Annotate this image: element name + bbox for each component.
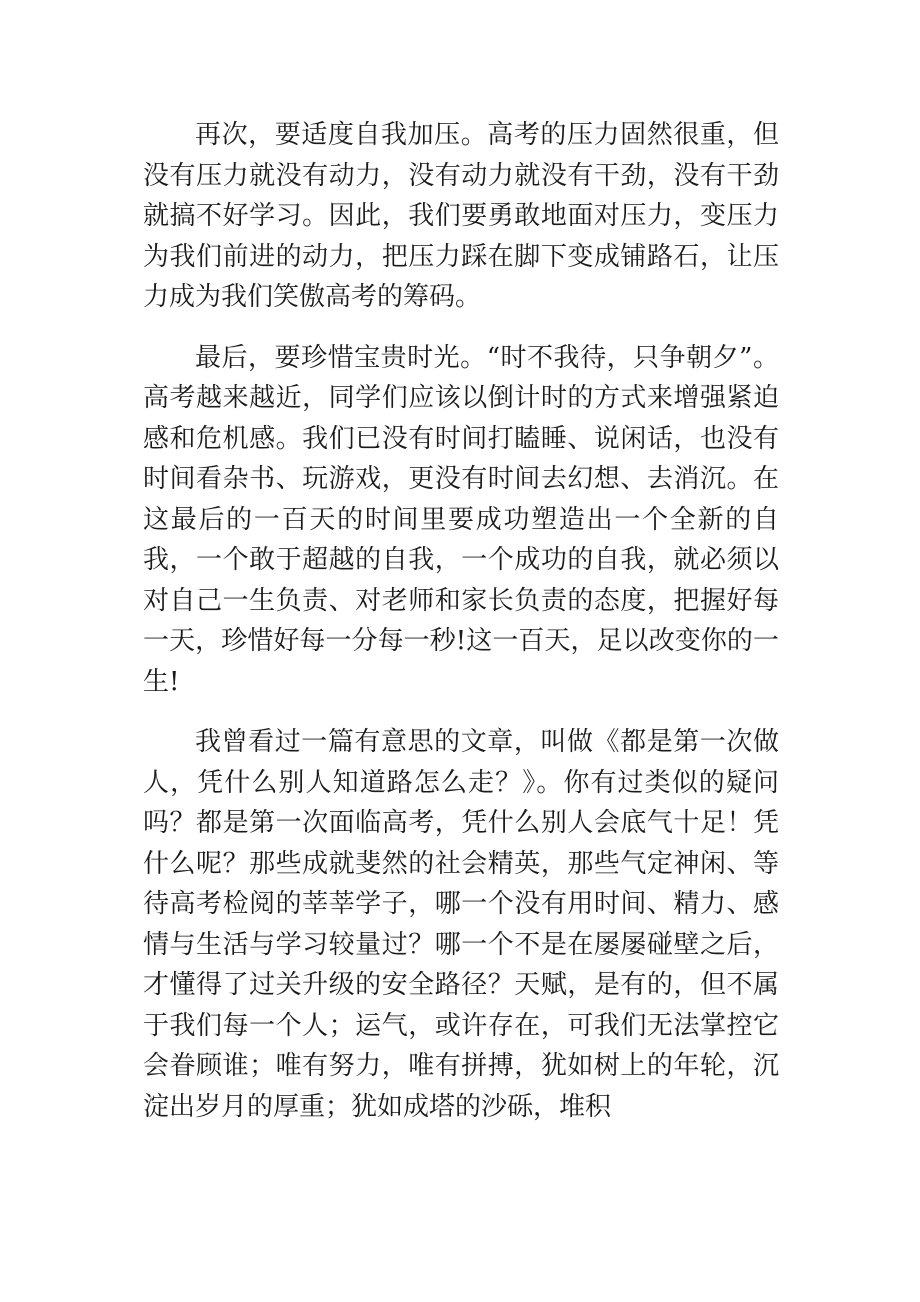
paragraph-self-pressure: 再次，要适度自我加压。高考的压力固然很重，但没有压力就没有动力，没有动力就没有干劲，没有干劲就搞不好学习。因此，我们要勇敢地面对压力，变压力为我们前进的动力，把压力踩在脚下变成铺路石，让压力成为我们笑傲高考的筹码。 [143, 120, 779, 312]
document-body [143, 115, 779, 1147]
paragraph-article-reflection: 我曾看过一篇有意思的文章，叫做《都是第一次做人，凭什么别人知道路怎么走？》。你有过类似的疑问吗？都是第一次面临高考，凭什么别人会底气十足！凭什么呢？那些成就斐然的社会精英，那些气定神闲、等待高考检阅的莘莘学子，哪一个没有用时间、精力、感情与生活与学习较量过？哪一个不是在屡屡碰壁之后，才懂得了过关升级的安全路径？天赋，是有的，但不属于我们每一个人；运气，或许存在，可我们无法掌控它会眷顾谁；唯有努力，唯有拼搏，犹如树上的年轮，沉淀出岁月的厚重；犹如成塔的沙砾，堆积 [143, 727, 779, 1122]
paragraph-cherish-time: 最后，要珍惜宝贵时光。“时不我待，只争朝夕”。高考越来越近，同学们应该以倒计时的方式来增强紧迫感和危机感。我们已没有时间打瞌睡、说闲话，也没有时间看杂书、玩游戏，更没有时间去幻想、去消沉。在这最后的一百天的时间里要成功塑造出一个全新的自我，一个敢于超越的自我，一个成功的自我，就必须以对自己一生负责、对老师和家长负责的态度，把握好每一天，珍惜好每一分每一秒!这一百天，足以改变你的一生! [143, 342, 779, 697]
